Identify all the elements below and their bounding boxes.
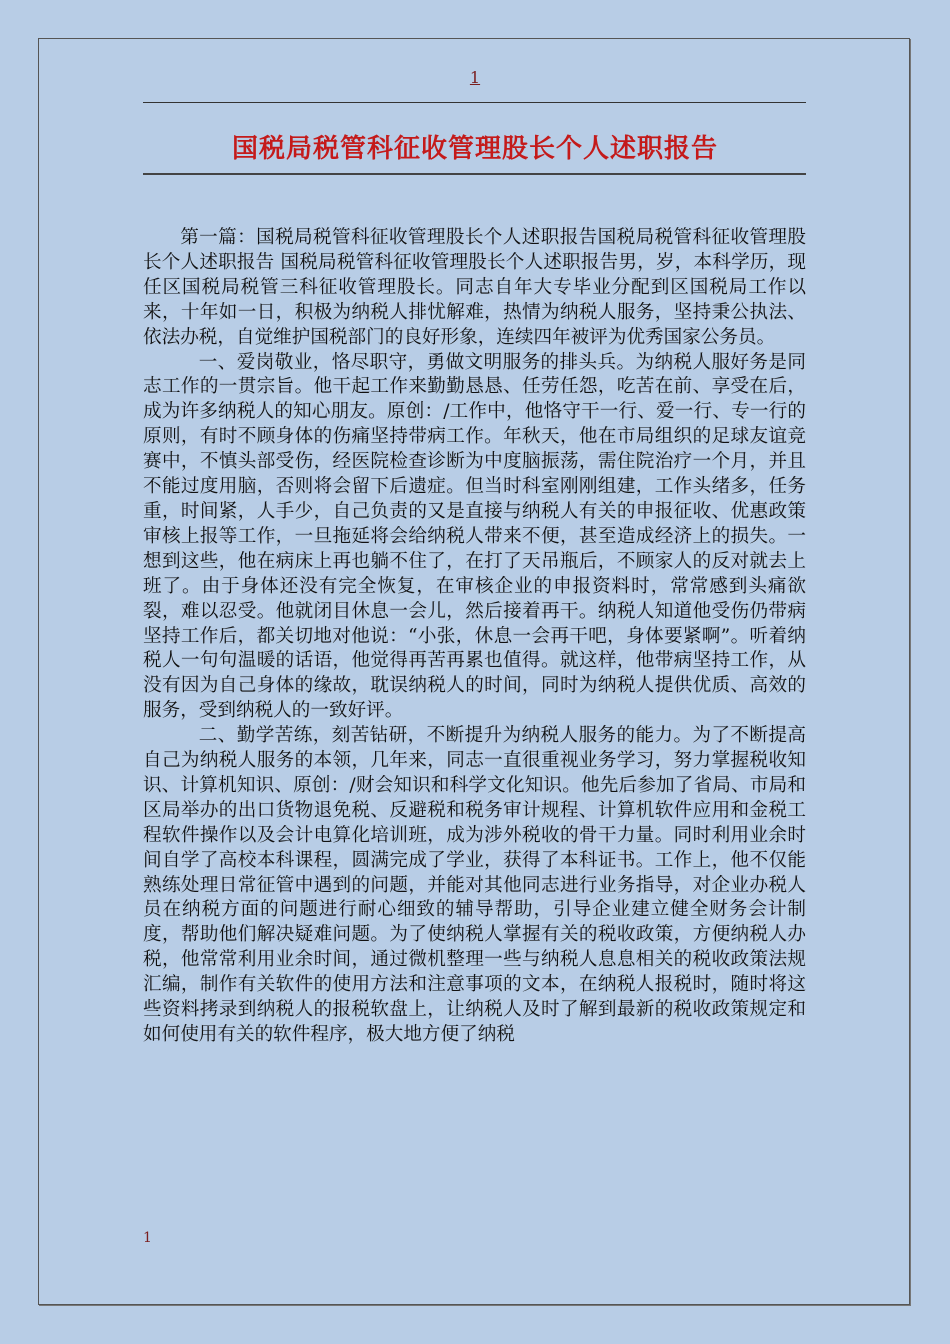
document-title: 国税局税管科征收管理股长个人述职报告 [231,134,718,164]
header-page-number: 1 [469,68,481,87]
title-rule [143,173,806,175]
paragraph-section-one: 一、爱岗敬业，恪尽职守，勇做文明服务的排头兵。为纳税人服好务是同志工作的一贯宗旨。他干起工作来勤勤恳恳、任劳任怨，吃苦在前、享受在后，成为许多纳税人的知心朋友。原创：/工作中，他恪守干一行、爱一行、专一行的原则，有时不顾身体的伤痛坚持带病工作。年秋天，他在市局组织的足球友谊竞赛中，不慎头部受伤，经医院检查诊断为中度脑振荡，需住院治疗一个月，并且不能过度用脑，否则将会留下后遗症。但当时科室刚刚组建，工作头绪多，任务重，时间紧，人手少，自己负责的又是直接与纳税人有关的申报征收、优惠政策审核上报等工作，一旦拖延将会给纳税人带来不便，甚至造成经济上的损失。一想到这些，他在病床上再也躺不住了，在打了天吊瓶后，不顾家人的反对就去上班了。由于身体还没有完全恢复，在审核企业的申报资料时，常常感到头痛欲裂，难以忍受。他就闭目休息一会儿，然后接着再干。纳税人知道他受伤仍带病坚持工作后，都关切地对他说：“小张，休息一会再干吧，身体要紧啊”。听着纳税人一句句温暖的话语，他觉得再苦再累也值得。就这样，他带病坚持工作，从没有因为自己身体的缘故，耽误纳税人的时间，同时为纳税人提供优质、高效的服务，受到纳税人的一致好评。 [143,351,806,722]
document-body [143,226,806,1048]
header-rule [143,102,806,103]
paragraph-section-two: 二、勤学苦练，刻苦钻研，不断提升为纳税人服务的能力。为了不断提高自己为纳税人服务的本领，几年来，同志一直很重视业务学习，努力掌握税收知识、计算机知识、原创：/财会知识和科学文化知识。他先后参加了省局、市局和区局举办的出口货物退免税、反避税和税务审计规程、计算机软件应用和金税工程软件操作以及会计电算化培训班，成为涉外税收的骨干力量。同时利用业余时间自学了高校本科课程，圆满完成了学业，获得了本科证书。工作上，他不仅能熟练处理日常征管中遇到的问题，并能对其他同志进行业务指导，对企业办税人员在纳税方面的问题进行耐心细致的辅导帮助，引导企业建立健全财务会计制度，帮助他们解决疑难问题。为了使纳税人掌握有关的税收政策，方便纳税人办税，他常常利用业余时间，通过微机整理一些与纳税人息息相关的税收政策法规汇编，制作有关软件的使用方法和注意事项的文本，在纳税人报税时，随时将这些资料拷录到纳税人的报税软盘上，让纳税人及时了解到最新的税收政策规定和如何使用有关的软件程序，极大地方便了纳税 [143,725,806,1045]
paragraph-intro: 第一篇：国税局税管科征收管理股长个人述职报告国税局税管科征收管理股长个人述职报告 国税局税管科征收管理股长个人述职报告男，岁，本科学历，现任区国税局税管三科征收管理股长。同志自年大专毕业分配到区国税局工作以来，十年如一日，积极为纳税人排忧解难，热情为纳税人服务，坚持秉公执法、依法办税，自觉维护国税部门的良好形象，连续四年被评为优秀国家公务员。 [143,227,806,348]
footer-page-number: 1 [143,1230,152,1246]
